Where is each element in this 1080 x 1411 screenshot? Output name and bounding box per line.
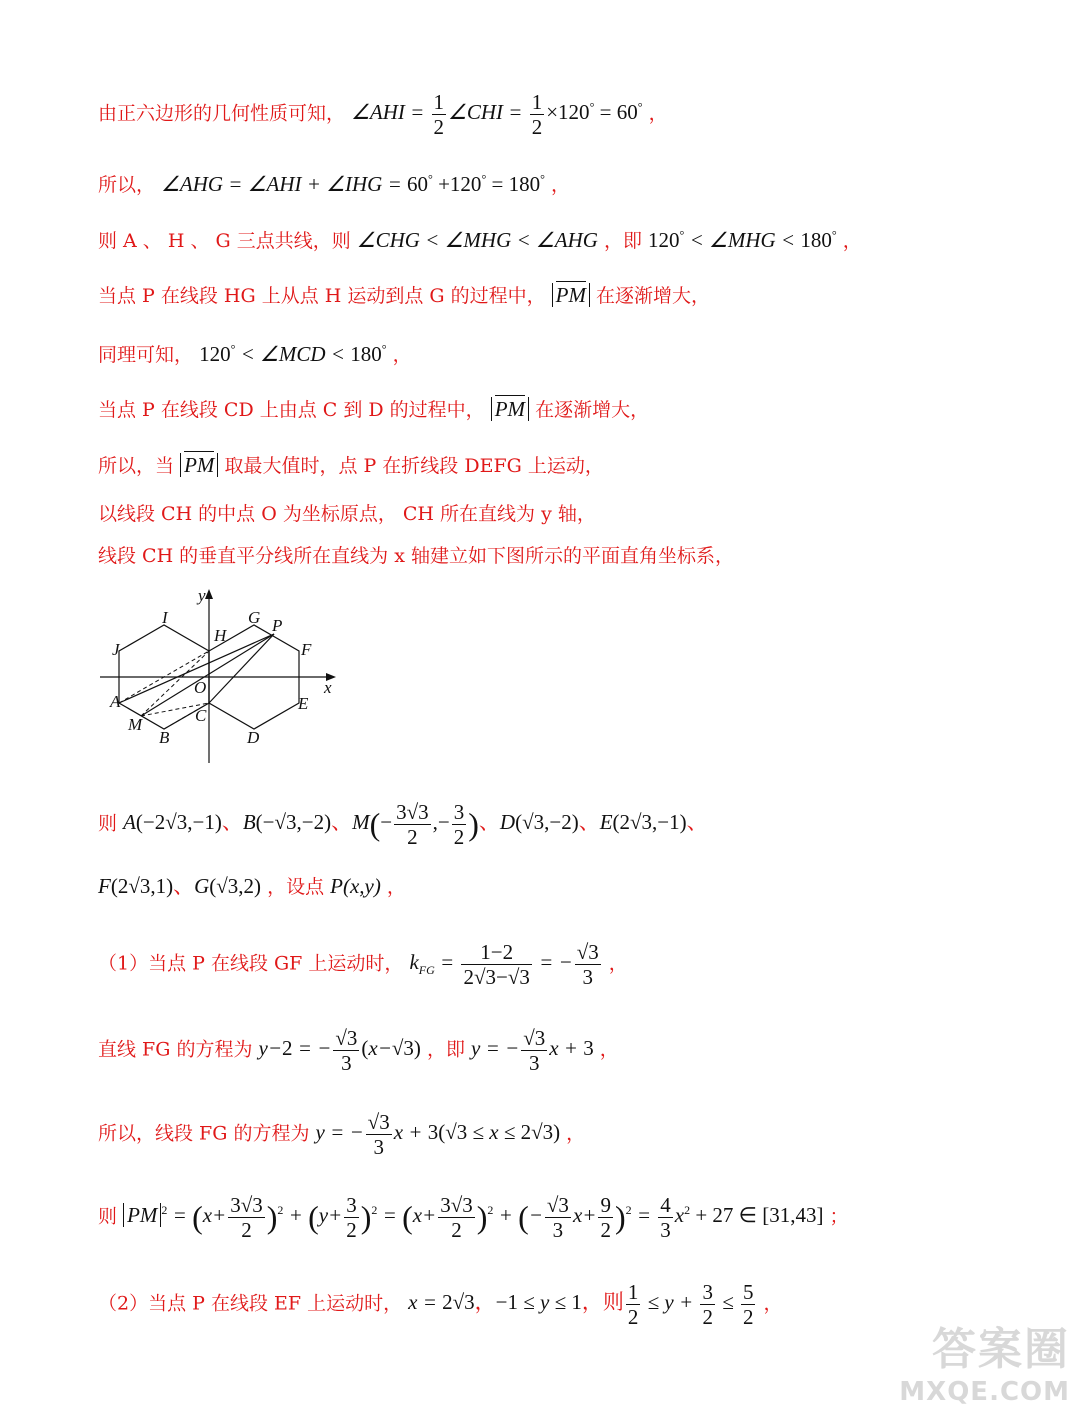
line-1-tail: ， bbox=[648, 102, 668, 125]
line-1 bbox=[98, 90, 668, 139]
hexagon-figure bbox=[96, 585, 356, 770]
line-3-math2: 120° < ∠MHG < 180° bbox=[648, 228, 837, 252]
line-16 bbox=[98, 1280, 783, 1329]
line-4-abs-pm: PM bbox=[552, 283, 590, 307]
line-16-tail: ， bbox=[763, 1292, 783, 1315]
label-h: H bbox=[214, 626, 227, 645]
label-b: B bbox=[159, 728, 170, 747]
line-14-text: 所以，线段 FG 的方程为 bbox=[98, 1122, 310, 1145]
line-1-text: 由正六边形的几何性质可知， bbox=[98, 102, 346, 125]
line-9: 线段 CH 的垂直平分线所在直线为 x 轴建立如下图所示的平面直角坐标系， bbox=[98, 545, 734, 567]
y-axis-arrow bbox=[205, 589, 213, 599]
label-c: C bbox=[195, 706, 207, 725]
line-7-tail: 取最大值时，点 P 在折线段 DEFG 上运动， bbox=[224, 455, 604, 477]
line-6-text: 当点 P 在线段 CD 上由点 C 到 D 的过程中， bbox=[98, 399, 485, 421]
label-m: M bbox=[128, 715, 143, 734]
label-i: I bbox=[162, 608, 168, 627]
line-4-tail: 在逐渐增大， bbox=[596, 285, 711, 307]
line-5-math: 120° < ∠MCD < 180° bbox=[199, 342, 387, 366]
label-g: G bbox=[248, 608, 261, 627]
line-13 bbox=[98, 1026, 619, 1075]
label-d: D bbox=[247, 728, 260, 747]
line-7-text: 所以，当 bbox=[98, 455, 175, 477]
line-13-math: y−2 = − $\frac{√3}{3}$ (x−√3) bbox=[258, 1026, 421, 1076]
line-6-abs-pm: PM bbox=[491, 397, 529, 421]
label-o: O bbox=[194, 678, 207, 697]
line-15 bbox=[98, 1193, 849, 1242]
line-11-math2: P(x,y) bbox=[330, 874, 381, 898]
line-7-abs-pm: PM bbox=[180, 453, 218, 477]
watermark bbox=[899, 1313, 1070, 1407]
line-1-math: ∠AHI = $\frac{1}{2}$ ∠CHI = $\frac{1}{2}$ ×120° = 60° bbox=[351, 90, 643, 140]
line-13-tail: ， bbox=[599, 1038, 619, 1061]
line-11-tail: ， bbox=[386, 876, 406, 898]
line-10-math: A(−2√3,−1)、B(−√3,−2)、M(− $\frac{3√3}{2}$ ,− $\frac{3}{2}$ )、D(√3,−2)、E(2√3,−1)、 bbox=[123, 800, 708, 850]
line-15-text: 则 bbox=[98, 1205, 118, 1228]
line-2-math: ∠AHG = ∠AHI + ∠IHG = 60° +120° = 180° bbox=[161, 172, 545, 196]
line-5-text: 同理可知， bbox=[98, 344, 194, 366]
line-12 bbox=[98, 940, 628, 989]
line-13-math2: y = − $\frac{√3}{3}$ x + 3 bbox=[471, 1026, 594, 1076]
line-5-tail: ， bbox=[392, 344, 412, 366]
line-14 bbox=[98, 1110, 585, 1159]
line-7 bbox=[98, 453, 604, 478]
line-4 bbox=[98, 283, 710, 308]
line-6 bbox=[98, 397, 649, 422]
line-14-math: y = − $\frac{√3}{3}$ x + 3(√3 ≤ x ≤ 2√3) bbox=[315, 1110, 561, 1160]
line-10-text: 则 bbox=[98, 812, 118, 835]
label-f: F bbox=[301, 640, 312, 659]
label-a: A bbox=[110, 692, 121, 711]
line-4-text: 当点 P 在线段 HG 上从点 H 运动到点 G 的过程中， bbox=[98, 285, 546, 307]
line-2-text: 所以， bbox=[98, 174, 156, 196]
line-8: 以线段 CH 的中点 O 为坐标原点， CH 所在直线为 y 轴， bbox=[98, 503, 596, 525]
line-10 bbox=[98, 800, 708, 849]
line-11-text: ，设点 bbox=[267, 876, 325, 898]
line-6-tail: 在逐渐增大， bbox=[535, 399, 650, 421]
line-12-tail: ， bbox=[608, 952, 628, 975]
line-5 bbox=[98, 342, 412, 367]
label-y: y bbox=[198, 586, 206, 605]
watermark-logo-text: 答案圈 bbox=[932, 1324, 1070, 1375]
line-12-math: $k_{FG}$ = $\frac{1-2}{2√3-√3}$ = − $\frac{√3}{3}$ bbox=[409, 940, 599, 990]
line-11 bbox=[98, 874, 406, 899]
line-3-tail: ， bbox=[842, 230, 862, 252]
label-x: x bbox=[324, 678, 332, 697]
label-p: P bbox=[272, 616, 283, 635]
line-13-mid: ，即 bbox=[426, 1038, 465, 1061]
line-2 bbox=[98, 172, 570, 197]
line-15-math: PM $^2$ = (x+ $\frac{3√3}{2}$ )$^2$ + (y+ $\frac{3}{2}$ )$^2$ = (x+ $\frac{3√3}{2}$ )$^2$ + (− $\frac{√3}{3}$ x+ $\frac{9}{2}$ )$^2$ = $\frac{4}{3}$ $x^2 + 27$ ∈ [31,43] bbox=[123, 1203, 823, 1227]
line-16-math: x = 2√3，−1 ≤ y ≤ 1，则 $\frac{1}{2}$ ≤ y + $\frac{3}{2}$ ≤ $\frac{5}{2}$ bbox=[408, 1280, 754, 1330]
line-14-tail: ， bbox=[566, 1122, 586, 1145]
line-15-tail: ； bbox=[829, 1205, 849, 1228]
watermark-url: MXQE.COM bbox=[899, 1377, 1070, 1407]
line-3-math: ∠CHG < ∠MHG < ∠AHG bbox=[356, 228, 598, 252]
line-3 bbox=[98, 228, 862, 253]
line-11-math: F(2√3,1)、G(√3,2) bbox=[98, 874, 262, 898]
line-3-text: 则 A 、 H 、 G 三点共线，则 bbox=[98, 230, 351, 252]
line-13-text: 直线 FG 的方程为 bbox=[98, 1038, 253, 1061]
label-j: J bbox=[112, 640, 120, 659]
line-16-text: （2）当点 P 在线段 EF 上运动时， bbox=[98, 1292, 403, 1315]
line-12-text: （1）当点 P 在线段 GF 上运动时， bbox=[98, 952, 404, 975]
line-3-mid: ，即 bbox=[603, 230, 642, 252]
line-2-tail: ， bbox=[550, 174, 570, 196]
label-e: E bbox=[298, 694, 309, 713]
